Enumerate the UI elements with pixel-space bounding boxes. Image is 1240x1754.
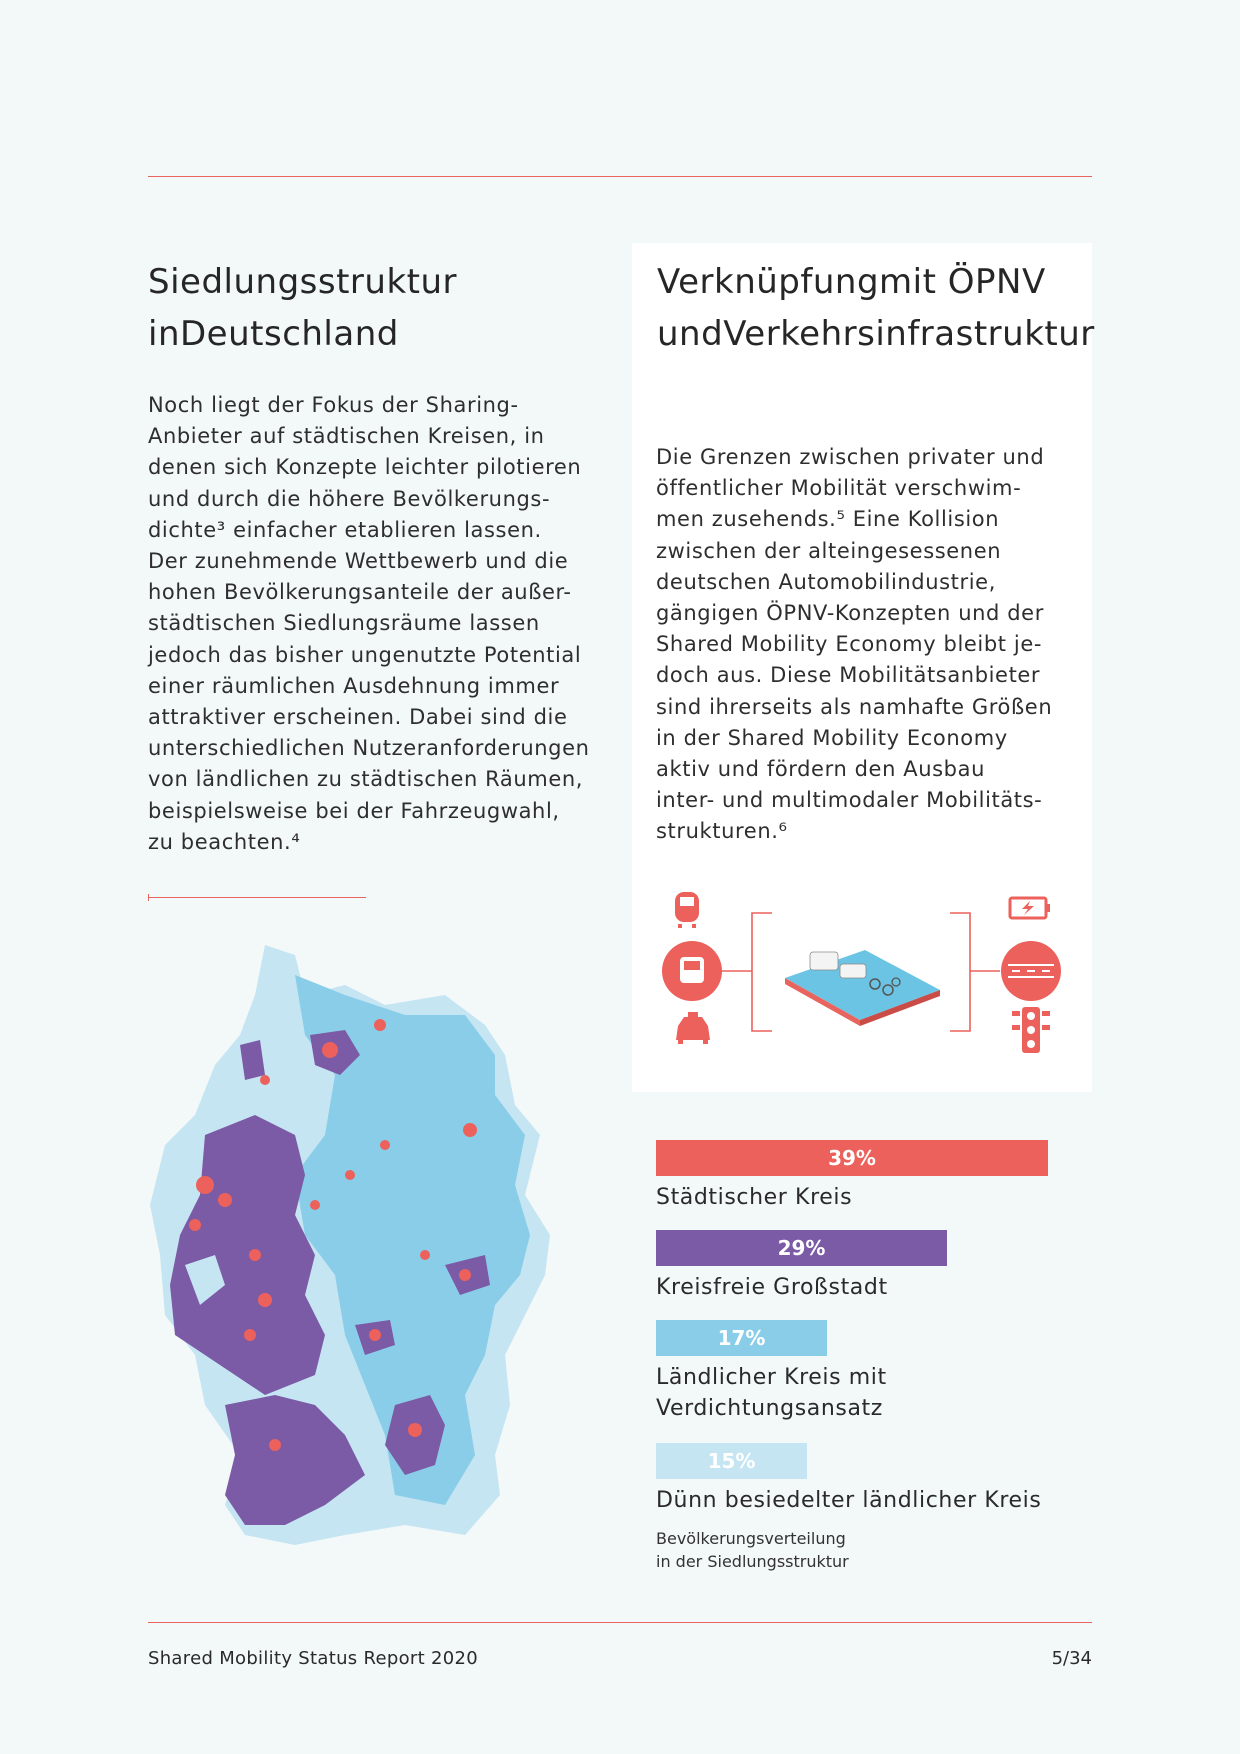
body-line: zu beachten.⁴ — [148, 829, 301, 854]
caption-line: in der Siedlungsstruktur — [656, 1552, 849, 1571]
body-line: aktiv und fördern den Ausbau — [656, 757, 985, 782]
map-urban-district — [258, 1293, 272, 1307]
heading-line: Deutschland — [180, 314, 399, 354]
body-line: in der Shared Mobility Economy — [656, 725, 1008, 750]
caption-line: Bevölkerungsverteilung — [656, 1529, 846, 1548]
map-urban-district — [249, 1249, 261, 1261]
heading-line: Siedlungsstruktur in — [148, 262, 457, 354]
mobility-infographic — [660, 880, 1070, 1060]
map-urban-district — [322, 1042, 338, 1058]
category-label-line: Dünn besiedelter ländlicher Kreis — [656, 1488, 1042, 1513]
category-label-line: Kreisfreie Großstadt — [656, 1275, 888, 1300]
body-line: beispielsweise bei der Fahrzeugwahl, — [148, 798, 560, 823]
page-number: 5/34 — [1051, 1648, 1092, 1669]
bar-label-4 — [656, 1485, 1041, 1516]
map-urban-district — [408, 1423, 422, 1437]
germany-settlement-map — [145, 935, 615, 1560]
section-heading-settlement-structure — [148, 256, 618, 360]
body-line: dichte³ einfacher etablieren lassen. — [148, 517, 542, 542]
body-line: von ländlichen zu städtischen Räumen, — [148, 767, 584, 792]
body-line: doch aus. Diese Mobilitätsanbieter — [656, 663, 1041, 688]
top-divider — [148, 176, 1092, 177]
map-urban-district — [459, 1269, 471, 1281]
heading-line: Verknüpfung — [657, 262, 880, 302]
body-line: zwischen der alteingesessenen — [656, 538, 1002, 563]
body-line: einer räumlichen Ausdehnung immer — [148, 673, 560, 698]
section-divider — [148, 897, 366, 898]
bar-2: 29% — [656, 1230, 947, 1266]
map-urban-district — [420, 1250, 430, 1260]
body-line: Shared Mobility Economy bleibt je- — [656, 632, 1043, 657]
bar-1: 39% — [656, 1140, 1048, 1176]
traffic-light-icon — [1012, 1007, 1050, 1053]
category-label-line: Verdichtungsansatz — [656, 1396, 883, 1421]
body-line: öffentlicher Mobilität verschwim- — [656, 476, 1022, 501]
map-urban-district — [218, 1193, 232, 1207]
map-urban-district — [374, 1019, 386, 1031]
bus-icon — [662, 941, 722, 1001]
body-line: jedoch das bisher ungenutzte Potential — [148, 642, 582, 667]
map-urban-district — [189, 1219, 201, 1231]
road-icon — [1001, 941, 1061, 1001]
category-label-line: Städtischer Kreis — [656, 1185, 853, 1210]
body-line: inter- und multimodaler Mobilitäts- — [656, 788, 1043, 813]
body-line: deutschen Automobilindustrie, — [656, 569, 996, 594]
map-regions — [150, 945, 550, 1545]
map-urban-district — [260, 1075, 270, 1085]
settlement-body-text — [148, 390, 618, 858]
body-line: Die Grenzen zwischen privater und — [656, 445, 1045, 469]
public-transport-body-text — [656, 442, 1092, 848]
battery-charging-icon — [1010, 898, 1050, 918]
map-urban-district — [369, 1329, 381, 1341]
map-urban-district — [244, 1329, 256, 1341]
body-line: gängigen ÖPNV-Konzepten und der — [656, 601, 1044, 626]
body-line: Noch liegt der Fokus der Sharing- — [148, 393, 519, 417]
map-urban-district — [345, 1170, 355, 1180]
body-line: und durch die höhere Bevölkerungs- — [148, 486, 551, 511]
map-urban-district — [269, 1439, 281, 1451]
shared-vehicles-illustration — [785, 950, 940, 1026]
taxi-icon — [676, 1012, 710, 1044]
map-urban-district — [196, 1176, 214, 1194]
body-line: Anbieter auf städtischen Kreisen, in — [148, 424, 545, 449]
body-line: men zusehends.⁵ Eine Kollision — [656, 507, 1000, 532]
body-line: unterschiedlichen Nutzeranforderungen — [148, 736, 590, 761]
footer-report-title: Shared Mobility Status Report 2020 — [148, 1648, 478, 1669]
body-line: Der zunehmende Wettbewerb und die — [148, 549, 569, 574]
heading-line: mit ÖPNV und — [657, 262, 1046, 354]
train-icon — [675, 892, 699, 928]
heading-line: Verkehrsinfrastruktur — [723, 314, 1095, 354]
body-line: sind ihrerseits als namhafte Größen — [656, 694, 1053, 719]
map-urban-district — [463, 1123, 477, 1137]
bar-label-2 — [656, 1272, 888, 1303]
body-line: strukturen.⁶ — [656, 819, 788, 844]
body-line: denen sich Konzepte leichter pilotieren — [148, 455, 582, 480]
map-urban-district — [310, 1200, 320, 1210]
bar-label-3 — [656, 1362, 887, 1424]
bar-label-1 — [656, 1182, 852, 1213]
bar-4: 15% — [656, 1443, 807, 1479]
category-label-line: Ländlicher Kreis mit — [656, 1365, 887, 1390]
body-line: attraktiver erscheinen. Dabei sind die — [148, 705, 568, 730]
body-line: städtischen Siedlungsräume lassen — [148, 611, 540, 636]
section-heading-public-transport — [657, 256, 1095, 360]
footer-divider — [148, 1622, 1092, 1623]
body-line: hohen Bevölkerungsanteile der außer- — [148, 580, 572, 605]
bar-3: 17% — [656, 1320, 827, 1356]
chart-caption — [656, 1527, 849, 1573]
map-urban-district — [380, 1140, 390, 1150]
